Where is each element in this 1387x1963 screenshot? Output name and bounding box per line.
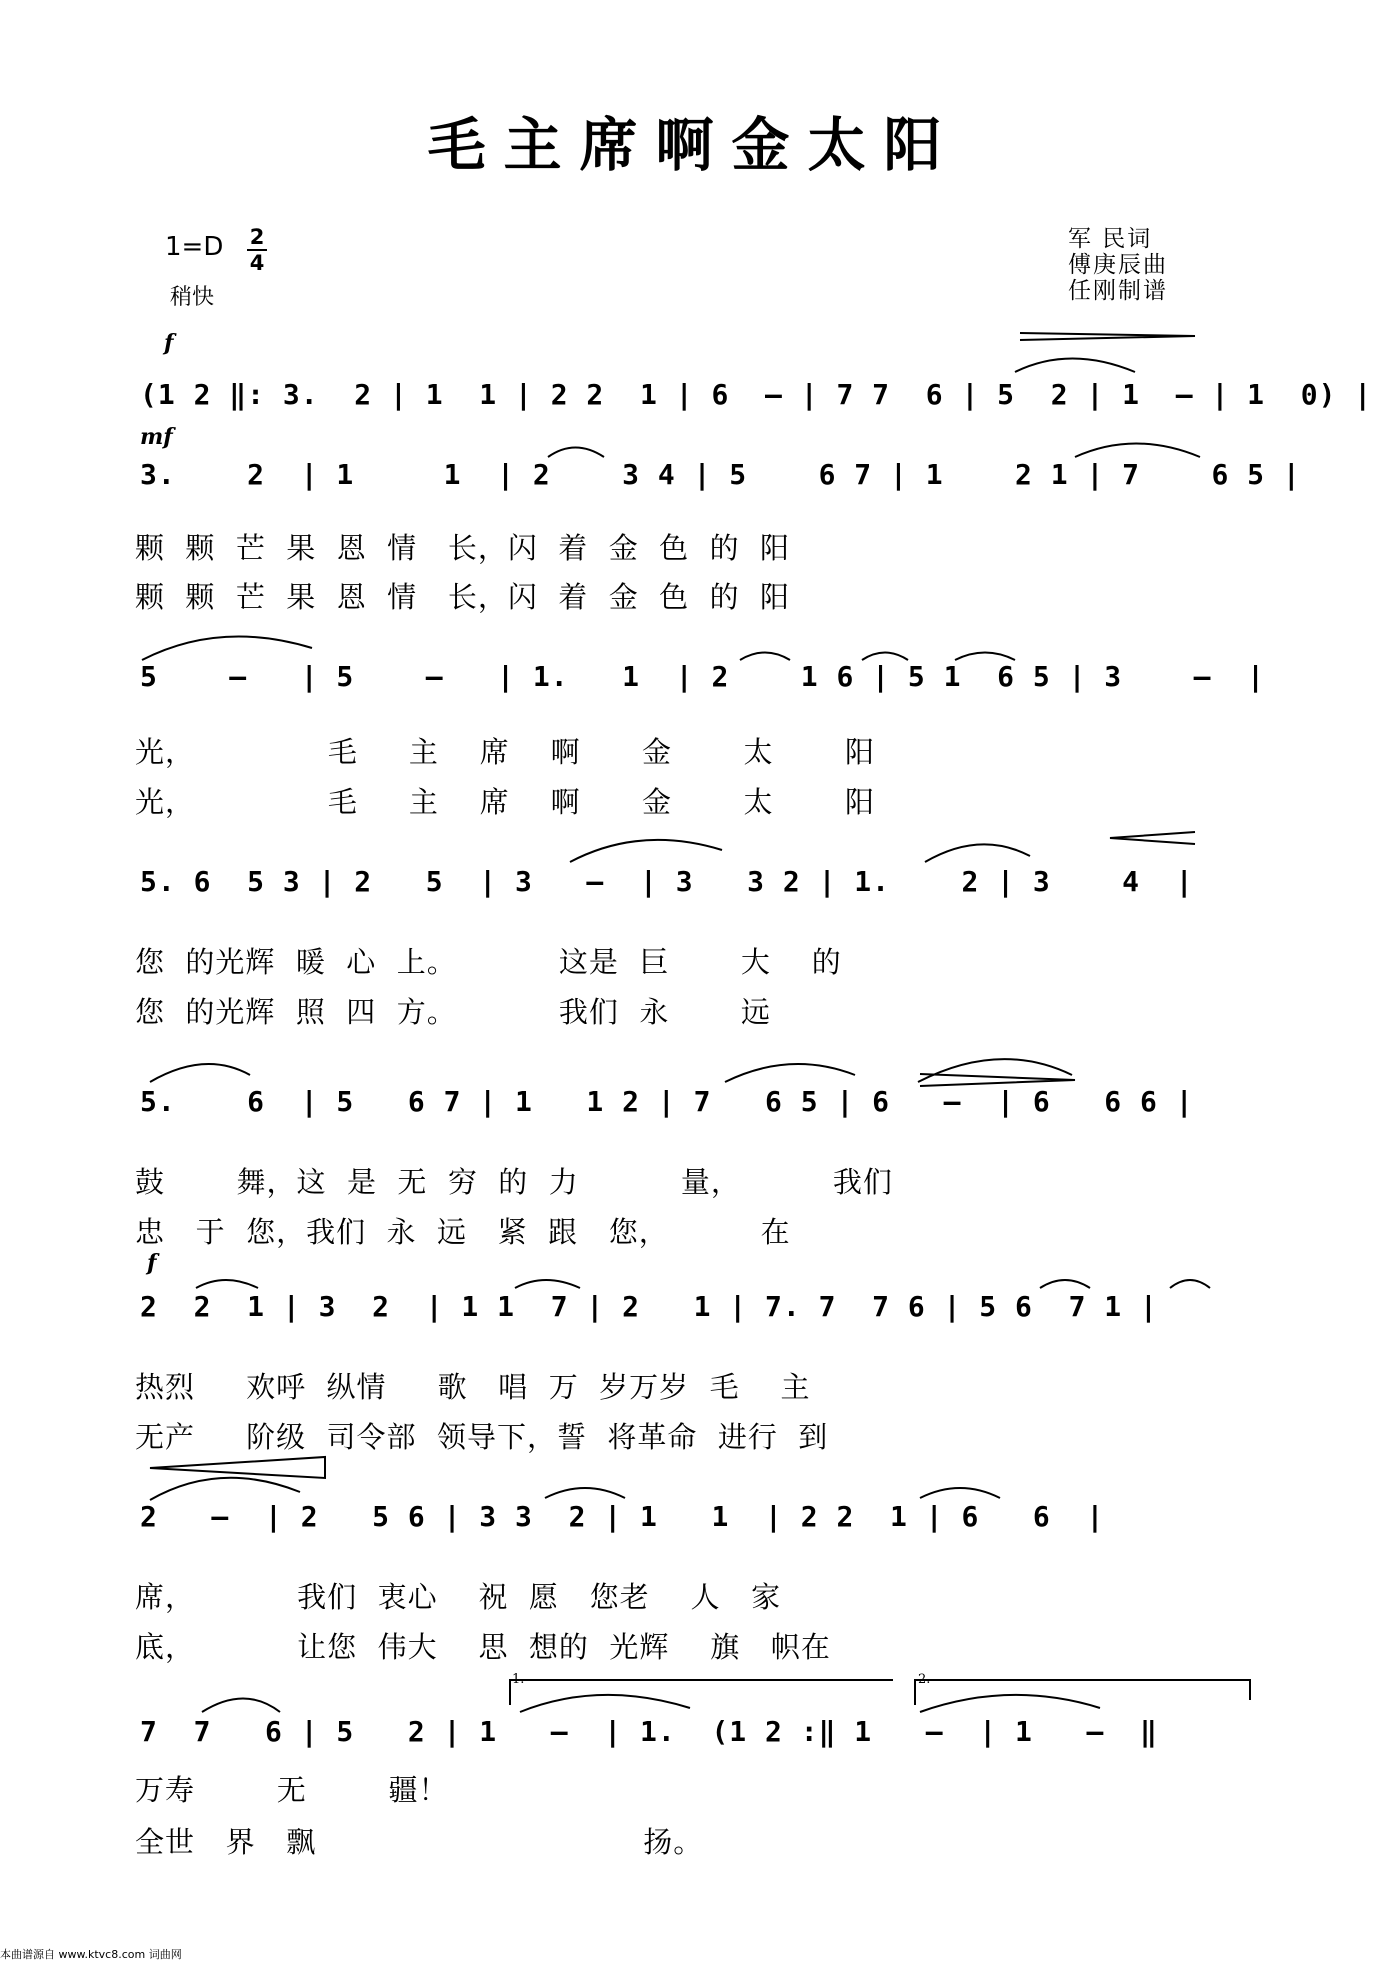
lyrics-line-8b: 全世 界 飘 扬。 <box>135 1825 704 1859</box>
first-ending-label: 1. <box>512 1672 525 1687</box>
song-title: 毛主席啊金太阳 <box>427 111 960 179</box>
lyrics-line-4b: 您 的光辉 照 四 方。 我们 永 远 <box>135 995 771 1029</box>
slur-3d <box>955 653 1015 661</box>
slur-7a <box>150 1478 300 1500</box>
notation-line-6: 2 2 1 | 3 2 | 1 1 7 | 2 1 | 7. 7 7 6 | 5 6 7 1 | <box>140 1290 1158 1323</box>
notation-line-5: 5. 6 | 5 6 7 | 1 1 2 | 7 6 5 | 6 – | 6 6 6 | <box>140 1085 1194 1118</box>
meter-top: 2 <box>249 225 265 249</box>
meter-bottom: 4 <box>249 251 265 275</box>
crescendo-hairpin-4 <box>1110 832 1195 844</box>
slur-6b <box>515 1280 580 1288</box>
lyrics-line-2a: 颗 颗 芒 果 恩 情 长，闪 着 金 色 的 阳 <box>135 531 791 565</box>
slur-4a <box>570 840 722 862</box>
lyrics-line-4a: 您 的光辉 暖 心 上。 这是 巨 大 的 <box>135 945 842 979</box>
notation-credit: 任刚制谱 <box>1068 278 1168 304</box>
key-signature: 1=D <box>165 232 224 262</box>
slur-3b <box>740 653 790 661</box>
crescendo-hairpin-5 <box>920 1074 1075 1086</box>
slur-8c <box>920 1695 1100 1712</box>
slur-4b <box>925 844 1030 862</box>
notation-line-3: 5 – | 5 – | 1. 1 | 2 1 6 | 5 1 6 5 | 3 – | <box>140 660 1266 693</box>
second-ending-bracket <box>915 1680 1250 1705</box>
lyrics-line-7b: 底， 让您 伟大 思 想的 光辉 旗 帜在 <box>135 1630 831 1664</box>
lyrics-line-3b: 光， 毛 主 席 啊 金 太 阳 <box>135 785 876 819</box>
lyrics-line-8a: 万寿 无 疆！ <box>135 1773 449 1807</box>
slur-6a <box>196 1280 258 1288</box>
lyrics-line-3a: 光， 毛 主 席 啊 金 太 阳 <box>135 735 876 769</box>
lyrics-line-5a: 鼓 舞，这 是 无 穷 的 力 量， 我们 <box>135 1165 893 1199</box>
lyricist-credit: 军 民词 <box>1068 226 1153 252</box>
dynamic-mezzo-forte: mf <box>140 424 173 450</box>
lyrics-line-6b: 无产 阶级 司令部 领导下，誓 将革命 进行 到 <box>135 1420 829 1454</box>
composer-credit: 傅庚辰曲 <box>1068 252 1168 278</box>
lyrics-line-6a: 热烈 欢呼 纵情 歌 唱 万 岁万岁 毛 主 <box>135 1370 811 1404</box>
slur-2b <box>1075 444 1200 458</box>
slur-5a <box>150 1064 250 1082</box>
slur-6c <box>1040 1280 1090 1288</box>
slur-3a <box>142 636 312 660</box>
slur-6d <box>1170 1280 1210 1288</box>
notation-line-2: 3. 2 | 1 1 | 2 3 4 | 5 6 7 | 1 2 1 | 7 6 5 | <box>140 458 1301 491</box>
slur-1 <box>1015 359 1135 373</box>
lyrics-line-5b: 忠 于 您，我们 永 远 紧 跟 您， 在 <box>135 1215 791 1249</box>
slur-3c <box>862 653 908 661</box>
slur-5b <box>725 1064 855 1082</box>
lyrics-line-2b: 颗 颗 芒 果 恩 情 长，闪 着 金 色 的 阳 <box>135 580 791 614</box>
slur-8a <box>202 1699 280 1713</box>
first-ending-bracket <box>510 1680 893 1705</box>
tempo-marking: 稍快 <box>170 285 215 310</box>
decrescendo-hairpin-1 <box>1020 333 1195 340</box>
second-ending-label: 2. <box>918 1672 931 1687</box>
slur-2a <box>548 448 604 458</box>
notation-line-7: 2 – | 2 5 6 | 3 3 2 | 1 1 | 2 2 1 | 6 6 | <box>140 1500 1105 1533</box>
notation-line-4: 5. 6 5 3 | 2 5 | 3 – | 3 3 2 | 1. 2 | 3 4 | <box>140 865 1194 898</box>
slur-7c <box>920 1488 1000 1498</box>
lyrics-line-7a: 席， 我们 衷心 祝 愿 您老 人 家 <box>135 1580 782 1614</box>
dynamic-forte-2: f <box>147 1250 157 1276</box>
crescendo-hairpin-7 <box>150 1457 325 1478</box>
source-footer: 本曲谱源自 www.ktvc8.com 词曲网 <box>0 1948 182 1961</box>
slur-7b <box>545 1488 625 1498</box>
slur-8b <box>520 1695 690 1712</box>
dynamic-forte: f <box>164 330 174 356</box>
notation-line-8: 7 7 6 | 5 2 | 1 – | 1. (1 2 :‖ 1 – | 1 – ‖ <box>140 1715 1158 1748</box>
notation-line-1: (1 2 ‖: 3. 2 | 1 1 | 2 2 1 | 6 – | 7 7 6 | 5 2 | 1 – | 1 0) | <box>140 378 1373 411</box>
